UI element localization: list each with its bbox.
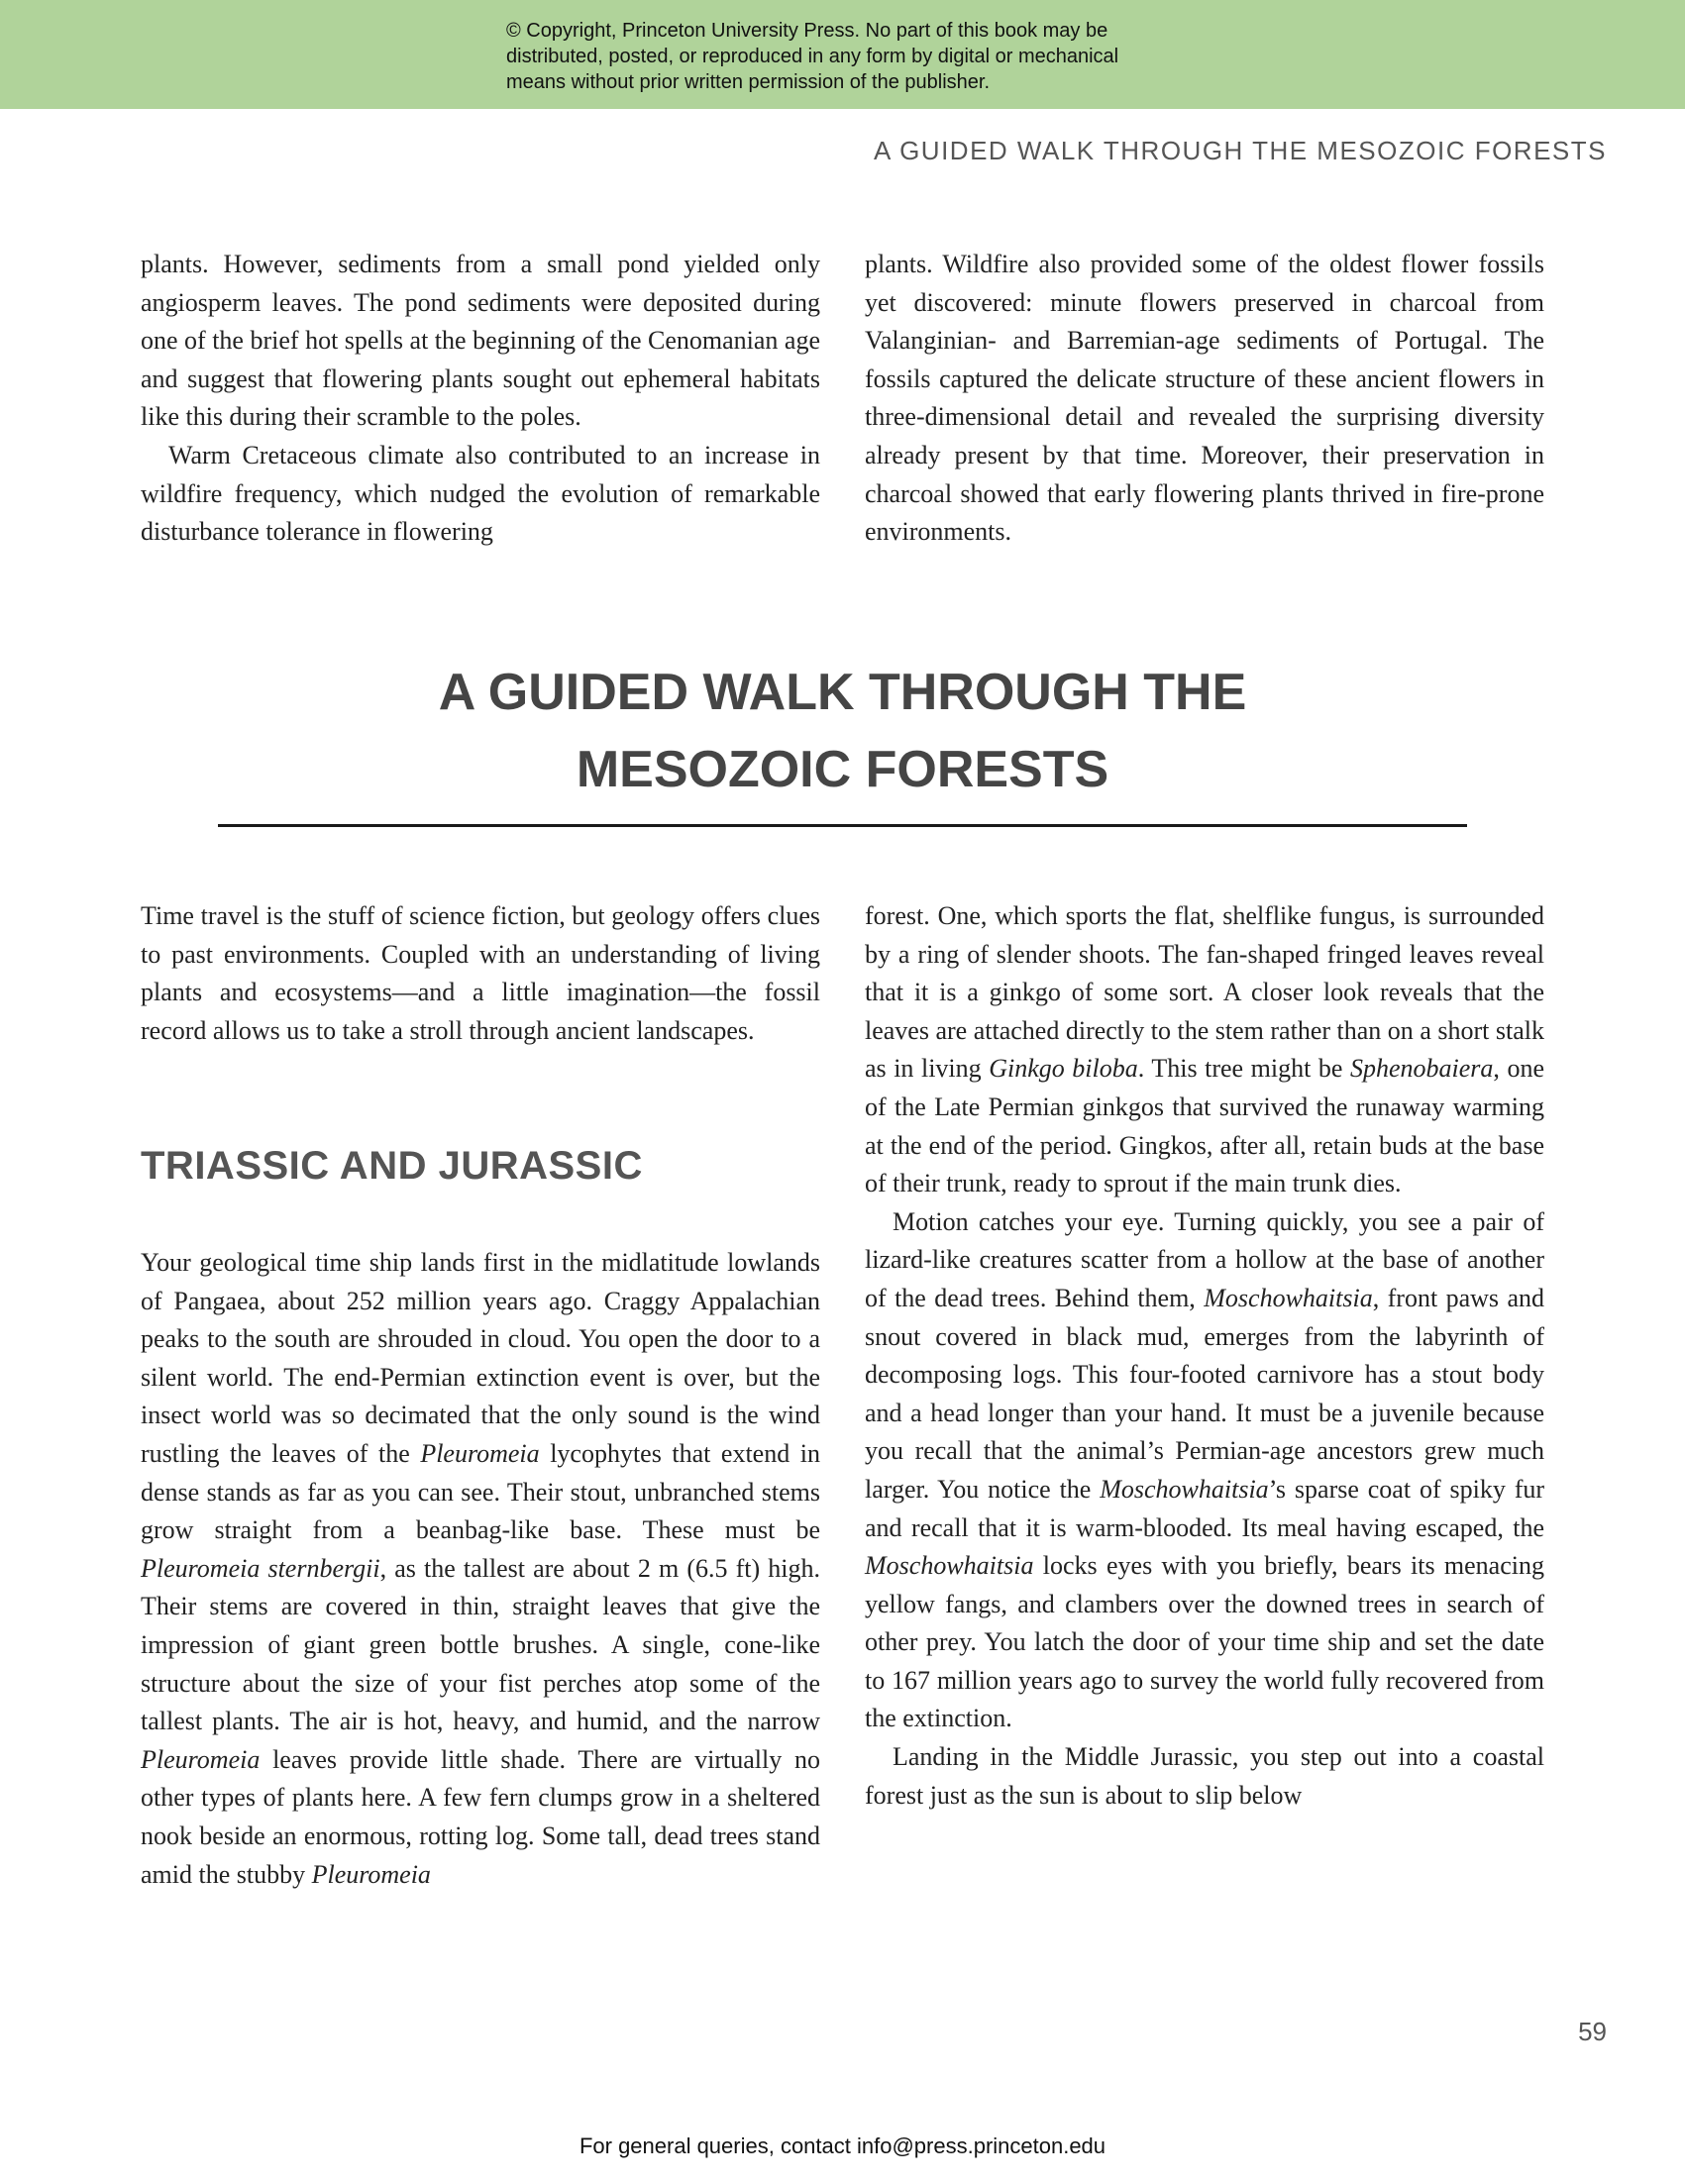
running-head: A GUIDED WALK THROUGH THE MESOZOIC FORESTS [873, 136, 1607, 165]
body-left-column [141, 1244, 820, 1894]
copyright-line-3: means without prior written permission of the publisher. [506, 71, 991, 93]
text-run: locks eyes with you briefly, bears its menacing yellow fangs, and clambers over the downed trees in search of other prey. You latch the door of your time ship and set the date to 167 million years ago to survey the world fully recovered from the extinction. [865, 1551, 1544, 1733]
top-left-column [141, 246, 820, 552]
text-run: , front paws and snout covered in black mud, emerges from the labyrinth of decomposing logs. This four-footed carnivore has a stout body and a head longer than your hand. It must be a juvenile because you recall that the animal’s Permian-age ancestors grew much larger. You notice the [865, 1283, 1544, 1504]
text-run: leaves provide little shade. There are virtually no other types of plants here. A few fern clumps grow in a sheltered nook beside an enormous, rotting log. Some tall, dead trees stand amid the stubby [141, 1744, 820, 1889]
paragraph: plants. Wildfire also provided some of the oldest flower fossils yet discovered: minute flowers preserved in charcoal from Valanginian- and Barremian-age sediments of Portugal. The fossils captured the delicate structure of these ancient flowers in three-dimensional detail and revealed the surprising diversity already present by that time. Moreover, their preservation in charcoal showed that early flowering plants thrived in fire-prone environments. [865, 250, 1544, 547]
subsection-heading: TRIASSIC AND JURASSIC [141, 1144, 643, 1188]
copyright-line-1: © Copyright, Princeton University Press. No part of this book may be [506, 20, 1108, 42]
section-title-line-2: MESOZOIC FORESTS [576, 741, 1109, 798]
paragraph [141, 1244, 820, 1894]
italic-term: Moschowhaitsia [865, 1551, 1034, 1581]
text-run: Motion catches your eye. Turning quickly, you see a pair of lizard-like creatures scatter from a hollow at the base of another of the dead trees. Behind them, [865, 1206, 1544, 1312]
page-number: 59 [1578, 2017, 1607, 2046]
intro-column [141, 897, 820, 1050]
section-title-line-1: A GUIDED WALK THROUGH THE [438, 664, 1247, 721]
section-title [141, 654, 1544, 808]
intro-paragraph: Time travel is the stuff of science fiction, but geology offers clues to past environments. Coupled with an understanding of living plants and ecosystems—and a little imagination—the fossil record allows us to take a stroll through ancient landscapes. [141, 901, 820, 1045]
text-run: , one of the Late Permian ginkgos that survived the runaway warming at the end of the period. Gingkos, after all, retain buds at the base of their trunk, ready to sprout if the main trunk dies. [865, 1054, 1544, 1198]
copyright-banner [0, 0, 1685, 109]
italic-term: Pleuromeia [311, 1859, 431, 1889]
text-run: ’s sparse coat of spiky fur and recall that it is warm-blooded. Its meal having escaped, the [865, 1474, 1545, 1542]
copyright-line-2: distributed, posted, or reproduced in any form by digital or mechanical [506, 46, 1119, 67]
text-run: forest. One, which sports the flat, shelflike fungus, is surrounded by a ring of slender shoots. The fan-shaped fringed leaves reveal that it is a ginkgo of some sort. A closer look reveals that the leaves are attached directly to the stem rather than on a short stalk as in living [865, 901, 1544, 1084]
italic-term: Sphenobaiera [1349, 1054, 1494, 1084]
paragraph: Warm Cretaceous climate also contributed to an increase in wildfire frequency, which nudged the evolution of remarkable disturbance tolerance in flowering [141, 440, 820, 547]
paragraph: Landing in the Middle Jurassic, you step out into a coastal forest just as the sun is about to slip below [865, 1742, 1544, 1810]
text-run: , as the tallest are about 2 m (6.5 ft) high. Their stems are covered in thin, straight leaves that give the impression of giant green bottle brushes. A single, cone-like structure about the size of your fist perches atop some of the tallest plants. The air is hot, heavy, and humid, and the narrow [141, 1553, 820, 1736]
italic-term: Ginkgo biloba [989, 1054, 1138, 1084]
text-run: lycophytes that extend in dense stands as far as you can see. Their stout, unbranched stems grow straight from a beanbag-like base. These must be [141, 1438, 820, 1545]
top-right-column [865, 246, 1544, 552]
body-right-column [865, 897, 1544, 1815]
italic-term: Pleuromeia [141, 1744, 261, 1774]
footer-contact: For general queries, contact info@press.princeton.edu [579, 2133, 1106, 2158]
italic-term: Pleuromeia sternbergii [141, 1553, 380, 1583]
italic-term: Moschowhaitsia [1204, 1283, 1373, 1312]
text-run: Your geological time ship lands first in the midlatitude lowlands of Pangaea, about 252 million years ago. Craggy Appalachian peaks to the south are shrouded in cloud. You open the door to a silent world. The end-Permian extinction event is over, but the insect world was so decimated that the only sound is the wind rustling the leaves of the [141, 1248, 820, 1468]
title-divider [218, 824, 1467, 827]
text-run: . This tree might be [1137, 1054, 1350, 1084]
paragraph [865, 897, 1544, 1203]
italic-term: Moschowhaitsia [1100, 1474, 1269, 1504]
copyright-notice [506, 18, 1259, 95]
paragraph [865, 1203, 1544, 1738]
paragraph: plants. However, sediments from a small pond yielded only angiosperm leaves. The pond sediments were deposited during one of the brief hot spells at the beginning of the Cenomanian age and suggest that flowering plants sought out ephemeral habitats like this during their scramble to the poles. [141, 250, 820, 432]
italic-term: Pleuromeia [420, 1438, 540, 1468]
